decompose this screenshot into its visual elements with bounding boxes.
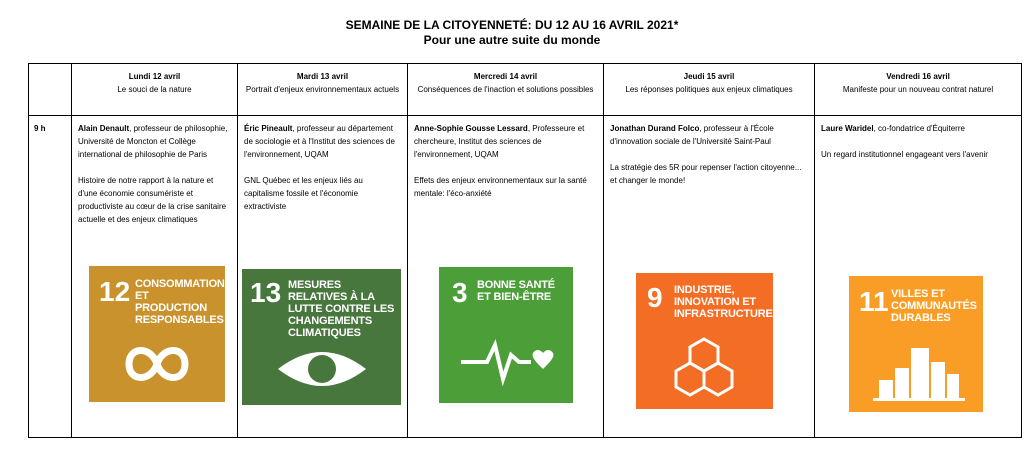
session-row	[29, 116, 1022, 438]
session-wednesday	[408, 116, 604, 438]
sdg-label: BONNE SANTÉ ET BIEN-ÊTRE	[477, 279, 555, 303]
talk-title: Effets des enjeux environnementaux sur la santé mentale: l'éco-anxiété	[414, 176, 587, 198]
talk-title: Histoire de notre rapport à la nature et d'une économie consumériste et productiviste au cœur de la crise sanitaire actuelle et des enjeux climatiques	[78, 176, 227, 224]
day-header-tuesday: Mardi 13 avril Portrait d'enjeux environnementaux actuels	[238, 64, 408, 116]
speaker-desc: , Professeure et chercheure, Institut des sciences de l'environnement, UQAM	[414, 124, 585, 159]
speaker-name: Anne-Sophie Gousse Lessard	[414, 124, 528, 133]
speaker-name: Jonathan Durand Folco	[610, 124, 700, 133]
time-cell: 9 h	[29, 116, 72, 438]
schedule-table	[28, 63, 1022, 438]
sdg-label: VILLES ET COMMUNAUTÉS DURABLES	[891, 288, 977, 324]
speaker-desc: , co-fondatrice d'Équiterre	[873, 124, 965, 133]
sdg-number: 13	[250, 277, 282, 308]
speaker-desc: , professeur au département de sociologie et à l'Institut des sciences de l'environnement, UQAM	[244, 124, 395, 159]
speaker-name: Éric Pineault	[244, 124, 293, 133]
talk-title: La stratégie des 5R pour repenser l'action citoyenne... et changer le monde!	[610, 163, 802, 185]
day-header-wednesday: Mercredi 14 avril Conséquences de l'inaction et solutions possibles	[408, 64, 604, 116]
sdg-number: 9	[647, 282, 663, 313]
speaker-desc: , professeur à l'École d'innovation sociale de l'Université Saint-Paul	[610, 124, 774, 146]
sdg-label: MESURES RELATIVES À LA LUTTE CONTRE LES CHANGEMENTS CLIMATIQUES	[288, 279, 395, 339]
speaker-name: Laure Waridel	[821, 124, 874, 133]
talk-title: GNL Québec et les enjeux liés au capitalisme fossile et l'économie extractiviste	[244, 176, 363, 211]
session-monday	[72, 116, 238, 438]
header-row	[29, 64, 1022, 116]
day-header-friday: Vendredi 16 avril Manifeste pour un nouveau contrat naturel	[815, 64, 1022, 116]
sdg-number: 3	[452, 277, 468, 308]
sdg-label: INDUSTRIE, INNOVATION ET INFRASTRUCTURE	[674, 284, 773, 320]
session-friday	[815, 116, 1022, 438]
sdg-number: 11	[859, 286, 889, 317]
title-line-2: Pour une autre suite du monde	[423, 33, 601, 47]
title-line-1: SEMAINE DE LA CITOYENNETÉ: DU 12 AU 16 AVRIL 2021*	[345, 18, 679, 32]
corner-cell	[29, 64, 72, 116]
speaker-name: Alain Denault	[78, 124, 130, 133]
day-header-thursday: Jeudi 15 avril Les réponses politiques aux enjeux climatiques	[604, 64, 815, 116]
session-tuesday	[238, 116, 408, 438]
document-title	[0, 18, 1024, 48]
session-thursday	[604, 116, 815, 438]
talk-title: Un regard institutionnel engageant vers l'avenir	[821, 150, 988, 159]
sdg-label: CONSOMMATION ET PRODUCTION RESPONSABLES	[135, 278, 225, 326]
day-header-monday: Lundi 12 avril Le souci de la nature	[72, 64, 238, 116]
sdg-number: 12	[99, 276, 131, 307]
speaker-desc: , professeur de philosophie, Université de Moncton et Collège international de philosophie de Paris	[78, 124, 228, 159]
